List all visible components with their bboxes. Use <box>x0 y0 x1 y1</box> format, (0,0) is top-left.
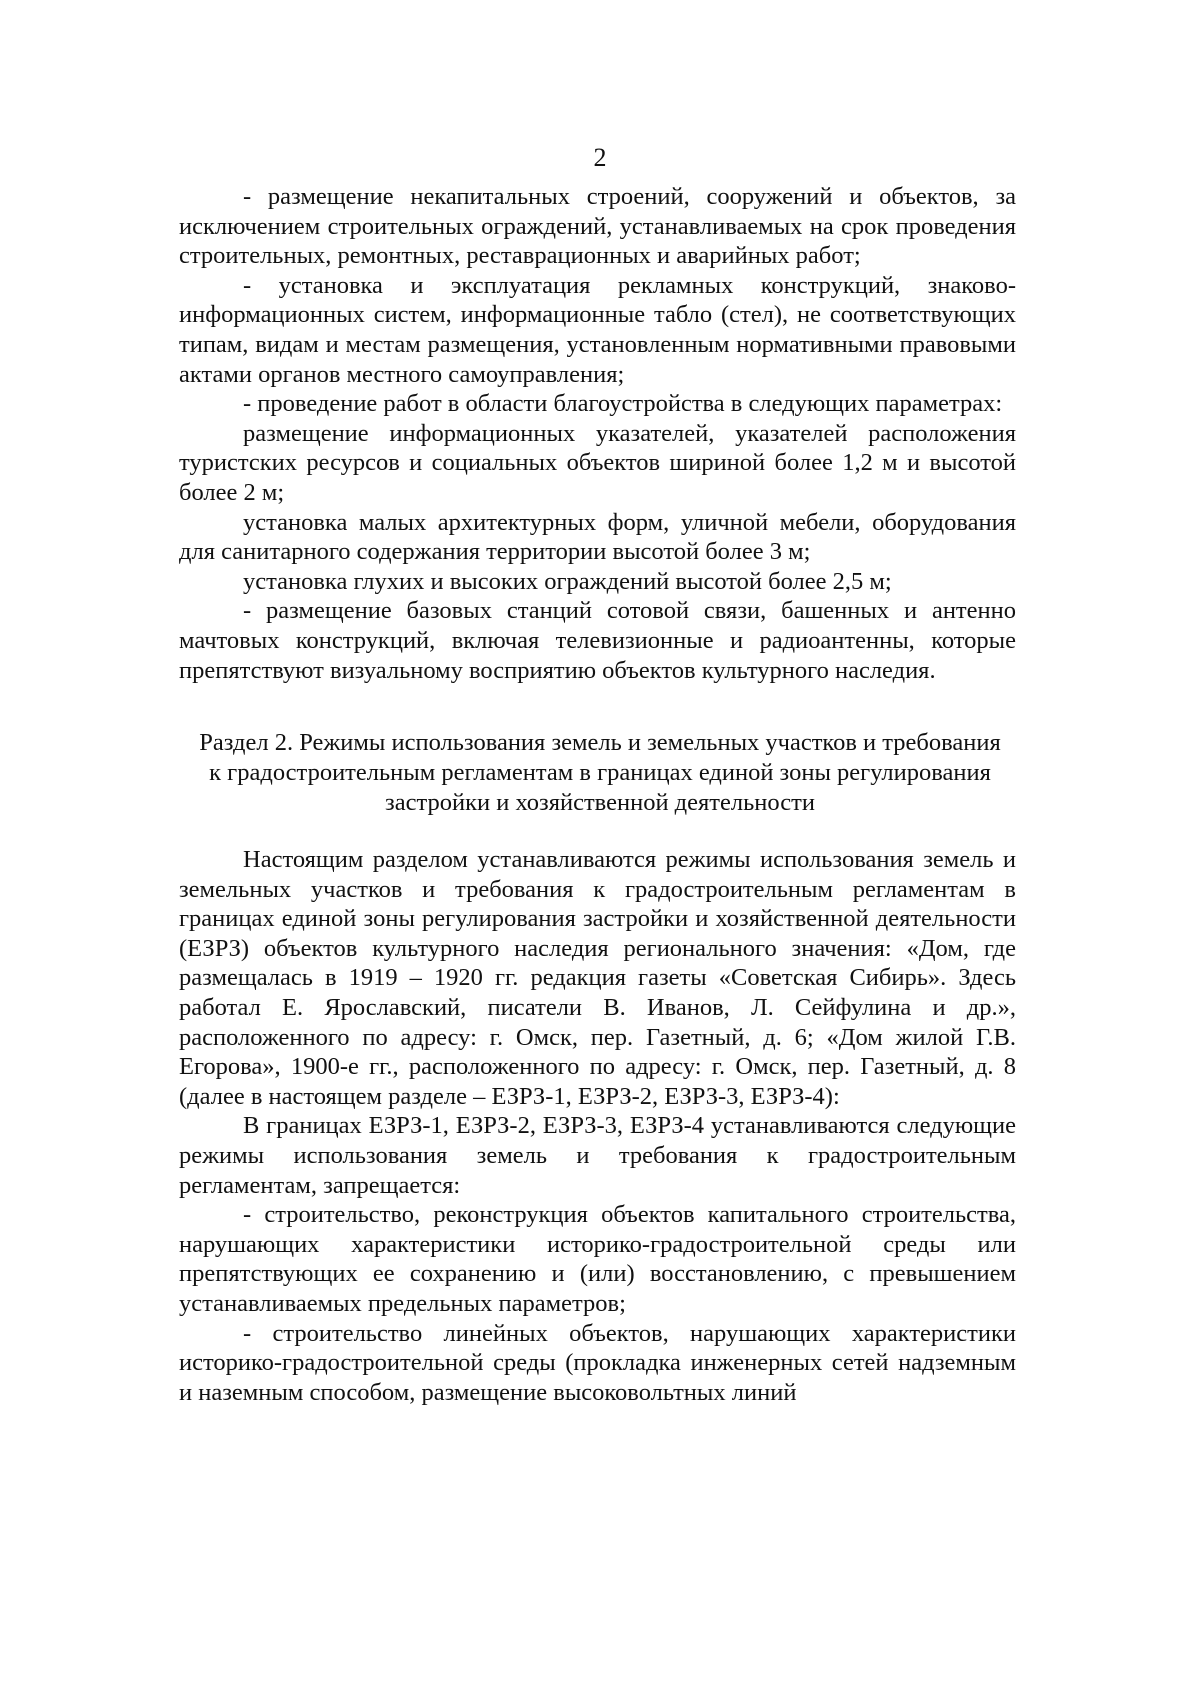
list-item-linear-objects: - строительство линейных объектов, нарушающих характеристики историко-градостроительной среды (прокладка инженерных сетей надземным и наземным способом, размещение высоковольтных линий <box>179 1319 1016 1406</box>
page-number: 2 <box>593 143 607 172</box>
restrictions-list <box>179 182 1016 685</box>
list-subitem-small-forms: установка малых архитектурных форм, уличной мебели, оборудования для санитарного содержания территории высотой более 3 м; <box>179 508 1016 566</box>
list-item-advertising-structures: - установка и эксплуатация рекламных конструкций, знаково-информационных систем, информационные табло (стел), не соответствующих типам, видам и местам размещения, установленным нормативными правовыми актами органов местного самоуправления; <box>179 271 1016 388</box>
section-heading-line: к градостроительным регламентам в границах единой зоны регулирования <box>209 759 991 786</box>
section-intro-paragraph: Настоящим разделом устанавливаются режимы использования земель и земельных участков и требования к градостроительным регламентам в границах единой зоны регулирования застройки и хозяйственной деятельности (ЕЗРЗ) объектов культурного наследия регионального значения: «Дом, где размещалась в 1919 – 1920 гг. редакция газеты «Советская Сибирь». Здесь работал Е. Ярославский, писатели В. Иванов, Л. Сейфулина и др.», расположенного по адресу: г. Омск, пер. Газетный, д. 6; «Дом жилой Г.В. Егорова», 1900-е гг., расположенного по адресу: г. Омск, пер. Газетный, д. 8 (далее в настоящем разделе – ЕЗРЗ-1, ЕЗРЗ-2, ЕЗРЗ-3, ЕЗРЗ-4): <box>179 846 1016 1110</box>
section-regime-paragraph: В границах ЕЗРЗ-1, ЕЗРЗ-2, ЕЗРЗ-3, ЕЗРЗ-4 устанавливаются следующие режимы использования земель и требования к градостроительным регламентам, запрещается: <box>179 1112 1016 1199</box>
section-heading-line: застройки и хозяйственной деятельности <box>385 789 815 816</box>
section-heading-line: Раздел 2. Режимы использования земель и земельных участков и требования <box>199 729 1001 756</box>
list-item-capital-construction: - строительство, реконструкция объектов капитального строительства, нарушающих характеристики историко-градостроительной среды или препятствующих ее сохранению и (или) восстановлению, с превышением устанавливаемых предельных параметров; <box>179 1201 1016 1317</box>
list-subitem-fences: установка глухих и высоких ограждений высотой более 2,5 м; <box>243 567 892 595</box>
section-heading <box>150 728 1050 818</box>
list-item-noncapital-structures: - размещение некапитальных строений, сооружений и объектов, за исключением строительных ограждений, устанавливаемых на срок проведения строительных, ремонтных, реставрационных и аварийных работ; <box>179 183 1016 270</box>
list-subitem-info-signs: размещение информационных указателей, указателей расположения туристских ресурсов и социальных объектов шириной более 1,2 м и высотой более 2 м; <box>179 419 1016 506</box>
section-body <box>179 845 1016 1407</box>
list-item-cell-stations: - размещение базовых станций сотовой связи, башенных и антенно мачтовых конструкций, включая телевизионные и радиоантенны, которые препятствуют визуальному восприятию объектов культурного наследия. <box>179 597 1016 684</box>
list-item-landscaping-works: - проведение работ в области благоустройства в следующих параметрах: <box>243 390 1003 418</box>
